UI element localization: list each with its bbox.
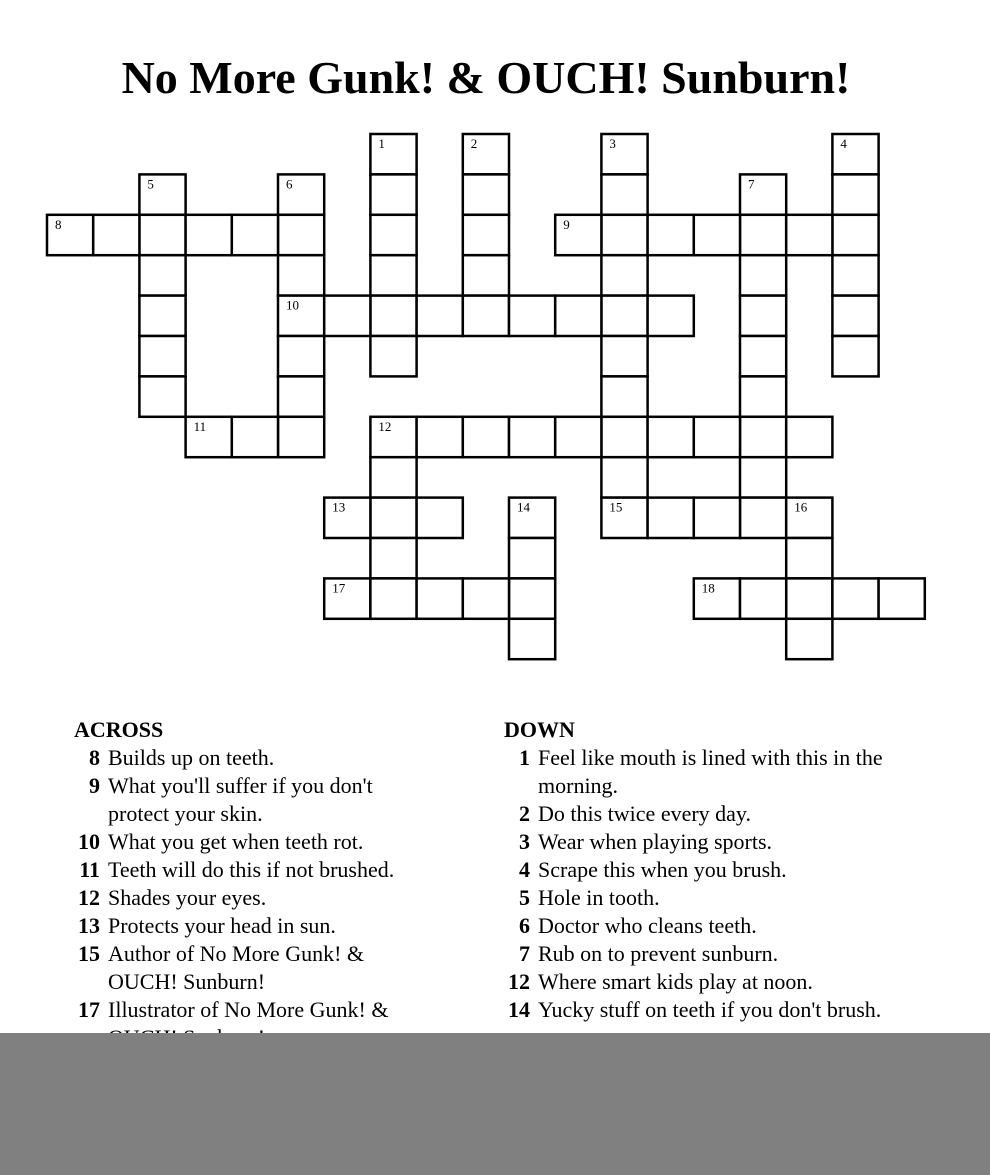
grid-cell: [648, 215, 694, 255]
clue-number: 1: [519, 745, 530, 770]
across-clue: [72, 828, 430, 856]
grid-cell: [648, 498, 694, 538]
grid-cell: [417, 296, 463, 336]
grid-cell: [694, 215, 740, 255]
grid-cell: [601, 215, 647, 255]
grid-cell: [694, 498, 740, 538]
down-heading: DOWN: [504, 717, 575, 742]
grid-cell: [832, 174, 878, 214]
grid-cell: [417, 498, 463, 538]
grid-cell: [417, 417, 463, 457]
grid-cell: [370, 578, 416, 618]
grid-cell: [370, 498, 416, 538]
grid-clue-number: 11: [193, 418, 207, 434]
grid-cell: [740, 417, 786, 457]
grid-clue-number: 7: [748, 176, 755, 192]
clue-number: 17: [78, 997, 100, 1022]
clue-number: 12: [508, 969, 530, 994]
grid-cell: [601, 174, 647, 214]
grid-cell: [601, 336, 647, 376]
grid-clue-number: 2: [470, 136, 478, 151]
down-clue-list: [502, 744, 900, 1024]
grid-cell: [47, 215, 93, 255]
grid-cell: [509, 619, 555, 659]
clue-number: 10: [78, 829, 100, 854]
grid-cell: [832, 578, 878, 618]
grid-clue-number: 4: [840, 136, 847, 151]
grid-cell: [648, 417, 694, 457]
grid-cell: [278, 174, 324, 214]
grid-cell: [139, 376, 185, 416]
clue-number: 7: [519, 941, 530, 966]
clue-text: Wear when playing sports.: [538, 829, 773, 854]
grid-cell: [601, 296, 647, 336]
clue-text: Hole in tooth.: [538, 885, 660, 910]
grid-clue-number: 14: [517, 499, 530, 515]
grid-cell: [832, 134, 878, 174]
grid-cell: [832, 296, 878, 336]
grid-cell: [601, 417, 647, 457]
grid-cell: [139, 215, 185, 255]
grid-cell: [694, 578, 740, 618]
clue-text: Do this twice every day.: [538, 801, 752, 826]
grid-cell: [740, 376, 786, 416]
grid-cell: [786, 619, 832, 659]
grid-cell: [417, 578, 463, 618]
grid-clue-number: 9: [563, 216, 570, 232]
clue-text: Where smart kids play at noon.: [538, 969, 813, 994]
grid-cell: [601, 457, 647, 497]
down-clue: [502, 912, 900, 940]
grid-cell: [278, 215, 324, 255]
grid-cell: [832, 255, 878, 295]
across-clue-list: [72, 744, 430, 1052]
across-heading: ACROSS: [74, 717, 164, 742]
grid-clue-number: 5: [147, 176, 154, 192]
clue-text: Shades your eyes.: [108, 885, 267, 910]
grid-cell: [370, 255, 416, 295]
clue-number: 3: [519, 829, 530, 854]
grid-cell: [370, 296, 416, 336]
grid-cell: [555, 215, 601, 255]
across-clue: [72, 744, 430, 772]
grid-cell: [786, 538, 832, 578]
down-clue: [502, 884, 900, 912]
grid-cell: [601, 376, 647, 416]
clue-number: 13: [78, 913, 100, 938]
grid-cell: [509, 538, 555, 578]
grid-cell: [555, 296, 601, 336]
clue-text: Scrape this when you brush.: [538, 857, 787, 882]
grid-cell: [370, 134, 416, 174]
grid-cell: [324, 296, 370, 336]
grid-cell: [278, 417, 324, 457]
grid-clue-number: 16: [794, 499, 808, 515]
grid-cell: [186, 417, 232, 457]
grid-cell: [139, 336, 185, 376]
clue-text: Doctor who cleans teeth.: [538, 913, 757, 938]
grid-cell: [601, 255, 647, 295]
clue-text: Builds up on teeth.: [108, 745, 275, 770]
across-clue: [72, 912, 430, 940]
clue-text: Rub on to prevent sunburn.: [538, 941, 779, 966]
grid-cell: [509, 296, 555, 336]
down-clue: [502, 968, 900, 996]
grid-cell: [370, 538, 416, 578]
grid-cell: [694, 417, 740, 457]
grid-cell: [232, 417, 278, 457]
grid-cell: [278, 255, 324, 295]
clue-text: What you'll suffer if you don't protect your skin.: [108, 773, 373, 826]
grid-clue-number: 12: [378, 418, 392, 434]
grid-clue-number: 8: [55, 216, 62, 232]
grid-cell: [740, 498, 786, 538]
clue-number: 12: [78, 885, 100, 910]
clue-number: 15: [78, 941, 100, 966]
grid-clue-number: 18: [701, 580, 715, 596]
down-clue: [502, 996, 900, 1024]
gray-overlay-band: [0, 1033, 990, 1175]
grid-cell: [601, 134, 647, 174]
grid-cell: [786, 578, 832, 618]
grid-cell: [463, 134, 509, 174]
grid-cell: [463, 296, 509, 336]
grid-cell: [509, 578, 555, 618]
grid-cell: [740, 174, 786, 214]
grid-cell: [278, 336, 324, 376]
grid-cell: [832, 215, 878, 255]
grid-clue-number: 17: [332, 580, 346, 596]
clue-number: 9: [89, 773, 100, 798]
across-clue: [72, 940, 430, 996]
grid-cell: [509, 498, 555, 538]
grid-cell: [370, 457, 416, 497]
grid-cell: [740, 336, 786, 376]
grid-clue-number: 3: [609, 136, 616, 151]
clue-number: 11: [79, 857, 100, 882]
clue-text: Protects your head in sun.: [108, 913, 336, 938]
grid-cell: [324, 498, 370, 538]
clue-number: 8: [89, 745, 100, 770]
grid-cell: [555, 417, 601, 457]
grid-cell: [370, 174, 416, 214]
down-clue: [502, 856, 900, 884]
grid-clue-number: 10: [286, 297, 299, 313]
grid-cell: [232, 215, 278, 255]
grid-cell: [832, 336, 878, 376]
down-clue: [502, 800, 900, 828]
grid-cell: [509, 417, 555, 457]
grid-cell: [463, 578, 509, 618]
grid-cell: [463, 255, 509, 295]
grid-cell: [740, 578, 786, 618]
grid-cell: [879, 578, 925, 618]
clue-text: Feel like mouth is lined with this in the morning.: [538, 745, 883, 798]
grid-cell: [370, 215, 416, 255]
grid-cell: [740, 255, 786, 295]
grid-cell: [601, 498, 647, 538]
grid-cell: [278, 376, 324, 416]
grid-cell: [370, 417, 416, 457]
grid-cell: [786, 498, 832, 538]
grid-cell: [740, 215, 786, 255]
clue-text: Yucky stuff on teeth if you don't brush.: [538, 997, 882, 1022]
grid-cell: [463, 417, 509, 457]
clue-text: Illustrator of No More Gunk! &: [108, 997, 389, 1022]
grid-cell: [740, 457, 786, 497]
grid-cell: [139, 296, 185, 336]
grid-cell: [278, 296, 324, 336]
clue-number: 14: [508, 997, 530, 1022]
across-clue: [72, 772, 430, 828]
grid-cell: [648, 296, 694, 336]
grid-clue-number: 6: [286, 176, 293, 192]
clue-text: Author of No More Gunk! & OUCH! Sunburn!: [108, 941, 365, 994]
clue-number: 5: [519, 885, 530, 910]
grid-cell: [139, 174, 185, 214]
grid-cell: [786, 417, 832, 457]
grid-cell: [740, 296, 786, 336]
across-clue: [72, 884, 430, 912]
clue-number: 2: [519, 801, 530, 826]
clue-number: 6: [519, 913, 530, 938]
clue-text: What you get when teeth rot.: [108, 829, 364, 854]
across-clue: [72, 856, 430, 884]
grid-cell: [786, 215, 832, 255]
down-clue: [502, 940, 900, 968]
grid-cell: [370, 336, 416, 376]
down-clue: [502, 828, 900, 856]
grid-cell: [139, 255, 185, 295]
grid-cell: [463, 215, 509, 255]
grid-clue-number: 1: [378, 136, 385, 151]
down-clue: [502, 744, 900, 800]
grid-cell: [186, 215, 232, 255]
grid-clue-number: 15: [609, 499, 623, 515]
grid-cell: [324, 578, 370, 618]
clue-number: 4: [519, 857, 530, 882]
grid-clue-number: 13: [332, 499, 346, 515]
clue-text: Teeth will do this if not brushed.: [108, 857, 395, 882]
page-title: No More Gunk! & OUCH! Sunburn!: [121, 52, 851, 103]
grid-cell: [93, 215, 139, 255]
grid-cell: [463, 174, 509, 214]
